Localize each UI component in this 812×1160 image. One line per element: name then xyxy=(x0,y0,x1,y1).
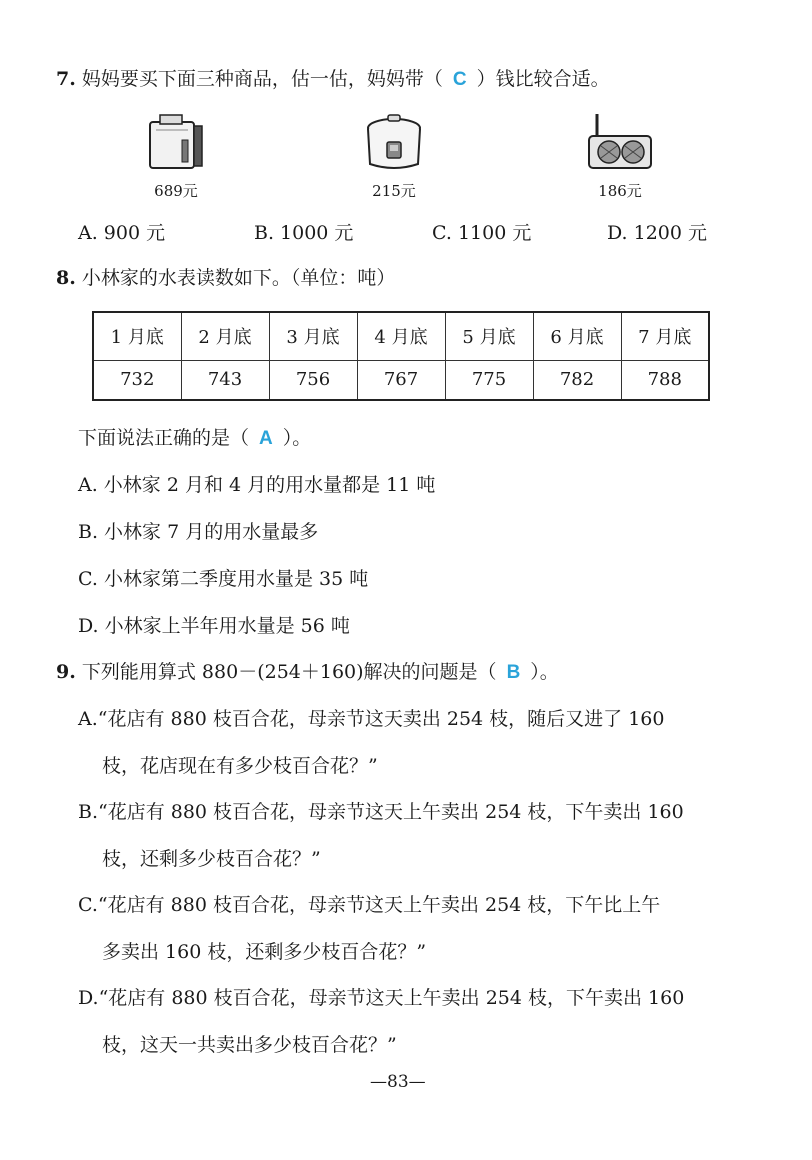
question-8-stem xyxy=(56,263,395,290)
table-header-row xyxy=(93,312,709,360)
answer-mark: B xyxy=(506,662,521,683)
q9-option-b-line2: 枝，还剩多少枝百合花？” xyxy=(102,848,321,870)
q8-option-c: C. 小林家第二季度用水量是 35 吨 xyxy=(78,568,369,590)
q8-option-a: A. 小林家 2 月和 4 月的用水量都是 11 吨 xyxy=(78,474,436,496)
q9-option-b-line1: B.“花店有 880 枝百合花，母亲节这天上午卖出 254 枝，下午卖出 160 xyxy=(78,801,684,823)
table-cell: 756 xyxy=(269,360,357,400)
q8-option-d: D. 小林家上半年用水量是 56 吨 xyxy=(78,615,350,637)
product-radio xyxy=(560,112,680,201)
question-9-stem xyxy=(56,657,559,684)
table-cell: 743 xyxy=(181,360,269,400)
prompt-text: 下面说法正确的是（ xyxy=(78,427,250,449)
table-cell: 788 xyxy=(621,360,709,400)
rice-cooker-icon xyxy=(362,112,426,174)
q7-option-a: A. 900 元 xyxy=(78,222,166,244)
radio-icon xyxy=(585,112,655,174)
table-header-cell: 5 月底 xyxy=(445,312,533,360)
question-text: 小林家的水表读数如下。（单位：吨） xyxy=(81,267,396,289)
table-header-cell: 4 月底 xyxy=(357,312,445,360)
question-text-end: ）。 xyxy=(530,661,559,683)
product-price: 186元 xyxy=(598,182,642,200)
table-header-cell: 6 月底 xyxy=(533,312,621,360)
q7-option-d: D. 1200 元 xyxy=(607,222,708,244)
table-header-cell: 7 月底 xyxy=(621,312,709,360)
q9-option-d-line1: D.“花店有 880 枝百合花，母亲节这天上午卖出 254 枝，下午卖出 160 xyxy=(78,987,685,1009)
table-cell: 767 xyxy=(357,360,445,400)
answer-mark: C xyxy=(452,69,467,90)
question-text: 妈妈要买下面三种商品，估一估，妈妈带（ xyxy=(81,68,443,90)
answer-mark: A xyxy=(259,428,273,449)
product-rice-cooker xyxy=(334,112,454,201)
q9-option-c-line2: 多卖出 160 枝，还剩多少枝百合花？” xyxy=(102,941,427,963)
q9-option-a-line1: A.“花店有 880 枝百合花，母亲节这天卖出 254 枝，随后又进了 160 xyxy=(78,708,665,730)
question-text: 下列能用算式 880－(254＋160)解决的问题是（ xyxy=(81,661,497,683)
question-text-end: ）钱比较合适。 xyxy=(476,68,610,90)
q9-option-a-line2: 枝，花店现在有多少枝百合花？” xyxy=(102,755,378,777)
table-cell: 775 xyxy=(445,360,533,400)
page-number: —83— xyxy=(370,1072,426,1092)
table-header-cell: 2 月底 xyxy=(181,312,269,360)
question-number: 8. xyxy=(56,267,76,289)
q8-prompt xyxy=(78,423,311,450)
table-header-cell: 1 月底 xyxy=(93,312,181,360)
table-cell: 732 xyxy=(93,360,181,400)
q8-option-b: B. 小林家 7 月的用水量最多 xyxy=(78,521,319,543)
table-cell: 782 xyxy=(533,360,621,400)
product-price: 689元 xyxy=(154,182,198,200)
table-row xyxy=(93,360,709,400)
water-heater-icon xyxy=(144,112,208,174)
product-price: 215元 xyxy=(372,182,416,200)
question-number: 7. xyxy=(56,68,76,90)
water-meter-table xyxy=(92,311,710,401)
prompt-text-end: ）。 xyxy=(282,427,312,449)
q7-option-c: C. 1100 元 xyxy=(432,222,532,244)
q9-option-d-line2: 枝，这天一共卖出多少枝百合花？” xyxy=(102,1034,397,1056)
q7-option-b: B. 1000 元 xyxy=(254,222,354,244)
table-header-cell: 3 月底 xyxy=(269,312,357,360)
question-number: 9. xyxy=(56,661,76,683)
question-7-stem xyxy=(56,64,610,91)
product-water-heater xyxy=(116,112,236,201)
q9-option-c-line1: C.“花店有 880 枝百合花，母亲节这天上午卖出 254 枝，下午比上午 xyxy=(78,894,661,916)
